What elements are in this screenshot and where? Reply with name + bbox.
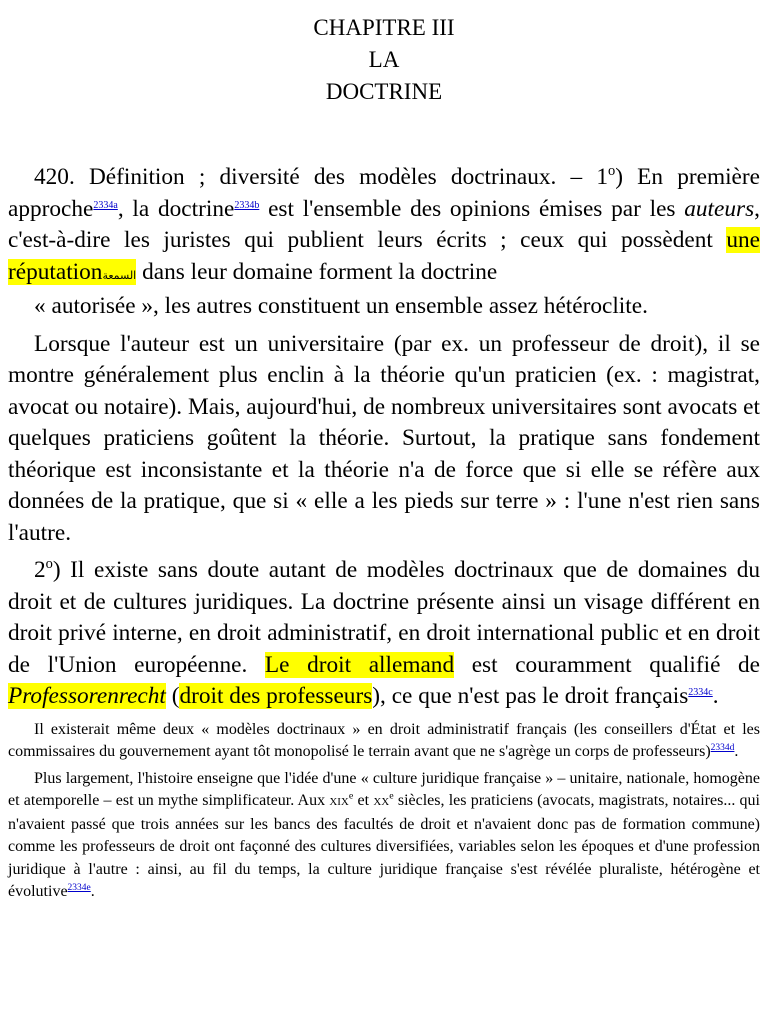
paragraph-universitaire: Lorsque l'auteur est un universitaire (par ex. un professeur de droit), il se montre généralement plus enclin à la théorie qu'un praticien (ex. : magistrat, avocat ou notaire). Mais, aujourd'hui, de nombreux universitaires sont avocats et quelques praticiens goûtent la théorie. Surtout, la pratique sans fondement théorique est inconsistante et la théorie n'a de force que si elle se réfère aux données de la pratique, que si « elle a les pieds sur terre » : l'une n'est rien sans l'autre. bbox=[8, 330, 760, 546]
text-span: Plus largement, l'histoire enseigne que l'idée d'une « culture juridique française » – unitaire, nationale, homogène et atemporelle – est un mythe simplificateur. Aux bbox=[8, 769, 760, 809]
text-span: et bbox=[353, 792, 374, 809]
chapter-heading bbox=[8, 12, 760, 108]
text-span: . bbox=[712, 683, 719, 709]
highlight-droit-des-professeurs: droit des professeurs bbox=[179, 683, 373, 709]
footnote-link-2334d[interactable]: 2334d bbox=[710, 743, 735, 753]
ordinal-sup: e bbox=[348, 790, 354, 802]
footnote-link-2334a[interactable]: 2334a bbox=[93, 199, 118, 211]
footnote-link-2334c[interactable]: 2334c bbox=[688, 687, 713, 698]
text-span: est couramment qualifié de bbox=[454, 651, 761, 678]
text-span: dans leur domaine forment la doctrine bbox=[136, 258, 498, 285]
italic-term: auteurs bbox=[684, 195, 755, 222]
text-span: ) En première approche bbox=[8, 164, 760, 222]
paragraph-culture-juridique bbox=[8, 768, 760, 904]
highlight-droit-allemand: Le droit allemand bbox=[264, 651, 455, 678]
text-span: siècles, les praticiens (avocats, magistrats, notaires... qui n'avaient passé que trois années sur les bancs des facultés de droit et n'avaient donc pas de formation commune) comme les professeurs de droit ont façonné des cultures diversifiées, variables selon les époques et d'une profession juridique à l'autre : ainsi, au fil du temps, la culture juridique française s'est révélée pluraliste, hétérogène et évolutive bbox=[8, 792, 761, 900]
arabic-annotation: السمعة bbox=[102, 268, 137, 282]
ordinal-sup: e bbox=[389, 790, 394, 802]
footnote-link-2334b[interactable]: 2334b bbox=[234, 199, 260, 211]
footnote-link-2334e[interactable]: 2334e bbox=[67, 883, 91, 893]
text-span: . bbox=[90, 883, 95, 900]
century-numeral: XIX bbox=[329, 796, 349, 808]
chapter-number: CHAPITRE III bbox=[313, 15, 455, 40]
paragraph-modeles bbox=[8, 555, 760, 713]
text-span: est l'ensemble des opinions émises par les bbox=[259, 195, 685, 222]
highlight-professorenrecht: Professorenrecht bbox=[8, 683, 166, 709]
ordinal-sup: o bbox=[608, 163, 616, 180]
century-numeral: XX bbox=[373, 796, 390, 808]
text-span: ), ce que n'est pas le droit français bbox=[372, 683, 689, 709]
text-span: , c'est-à-dire les juristes qui publient leurs écrits ; ceux qui possèdent bbox=[8, 195, 760, 253]
text-span: 420. Définition ; diversité des modèles doctrinaux. – 1 bbox=[34, 164, 609, 190]
text-span: . bbox=[734, 743, 739, 760]
text-span: Il existerait même deux « modèles doctrinaux » en droit administratif français (les conseillers d'État et les commissaires du gouvernement ayant tôt monopolisé le terrain avant que ne s'agrège un corps de professeurs) bbox=[8, 720, 760, 760]
text-span: « autorisée », les autres constituent un ensemble assez hétéroclite. bbox=[34, 293, 648, 319]
chapter-article: LA bbox=[368, 47, 400, 72]
text-span: , la doctrine bbox=[117, 195, 235, 222]
text-span: ) Il existe sans doute autant de modèles doctrinaux que de domaines du droit et de cultures juridiques. La doctrine présente ainsi un visage différent en droit privé interne, en droit administratif, en droit international public et en droit de l'Union européenne. bbox=[8, 557, 760, 678]
paragraph-420 bbox=[8, 162, 760, 323]
ordinal-sup: o bbox=[45, 556, 53, 573]
highlight-text: une réputation bbox=[8, 227, 760, 285]
text-span: ( bbox=[165, 683, 180, 709]
paragraph-modeles-administratif bbox=[8, 719, 760, 764]
chapter-title: DOCTRINE bbox=[325, 79, 443, 104]
text-span: 2 bbox=[34, 557, 46, 583]
